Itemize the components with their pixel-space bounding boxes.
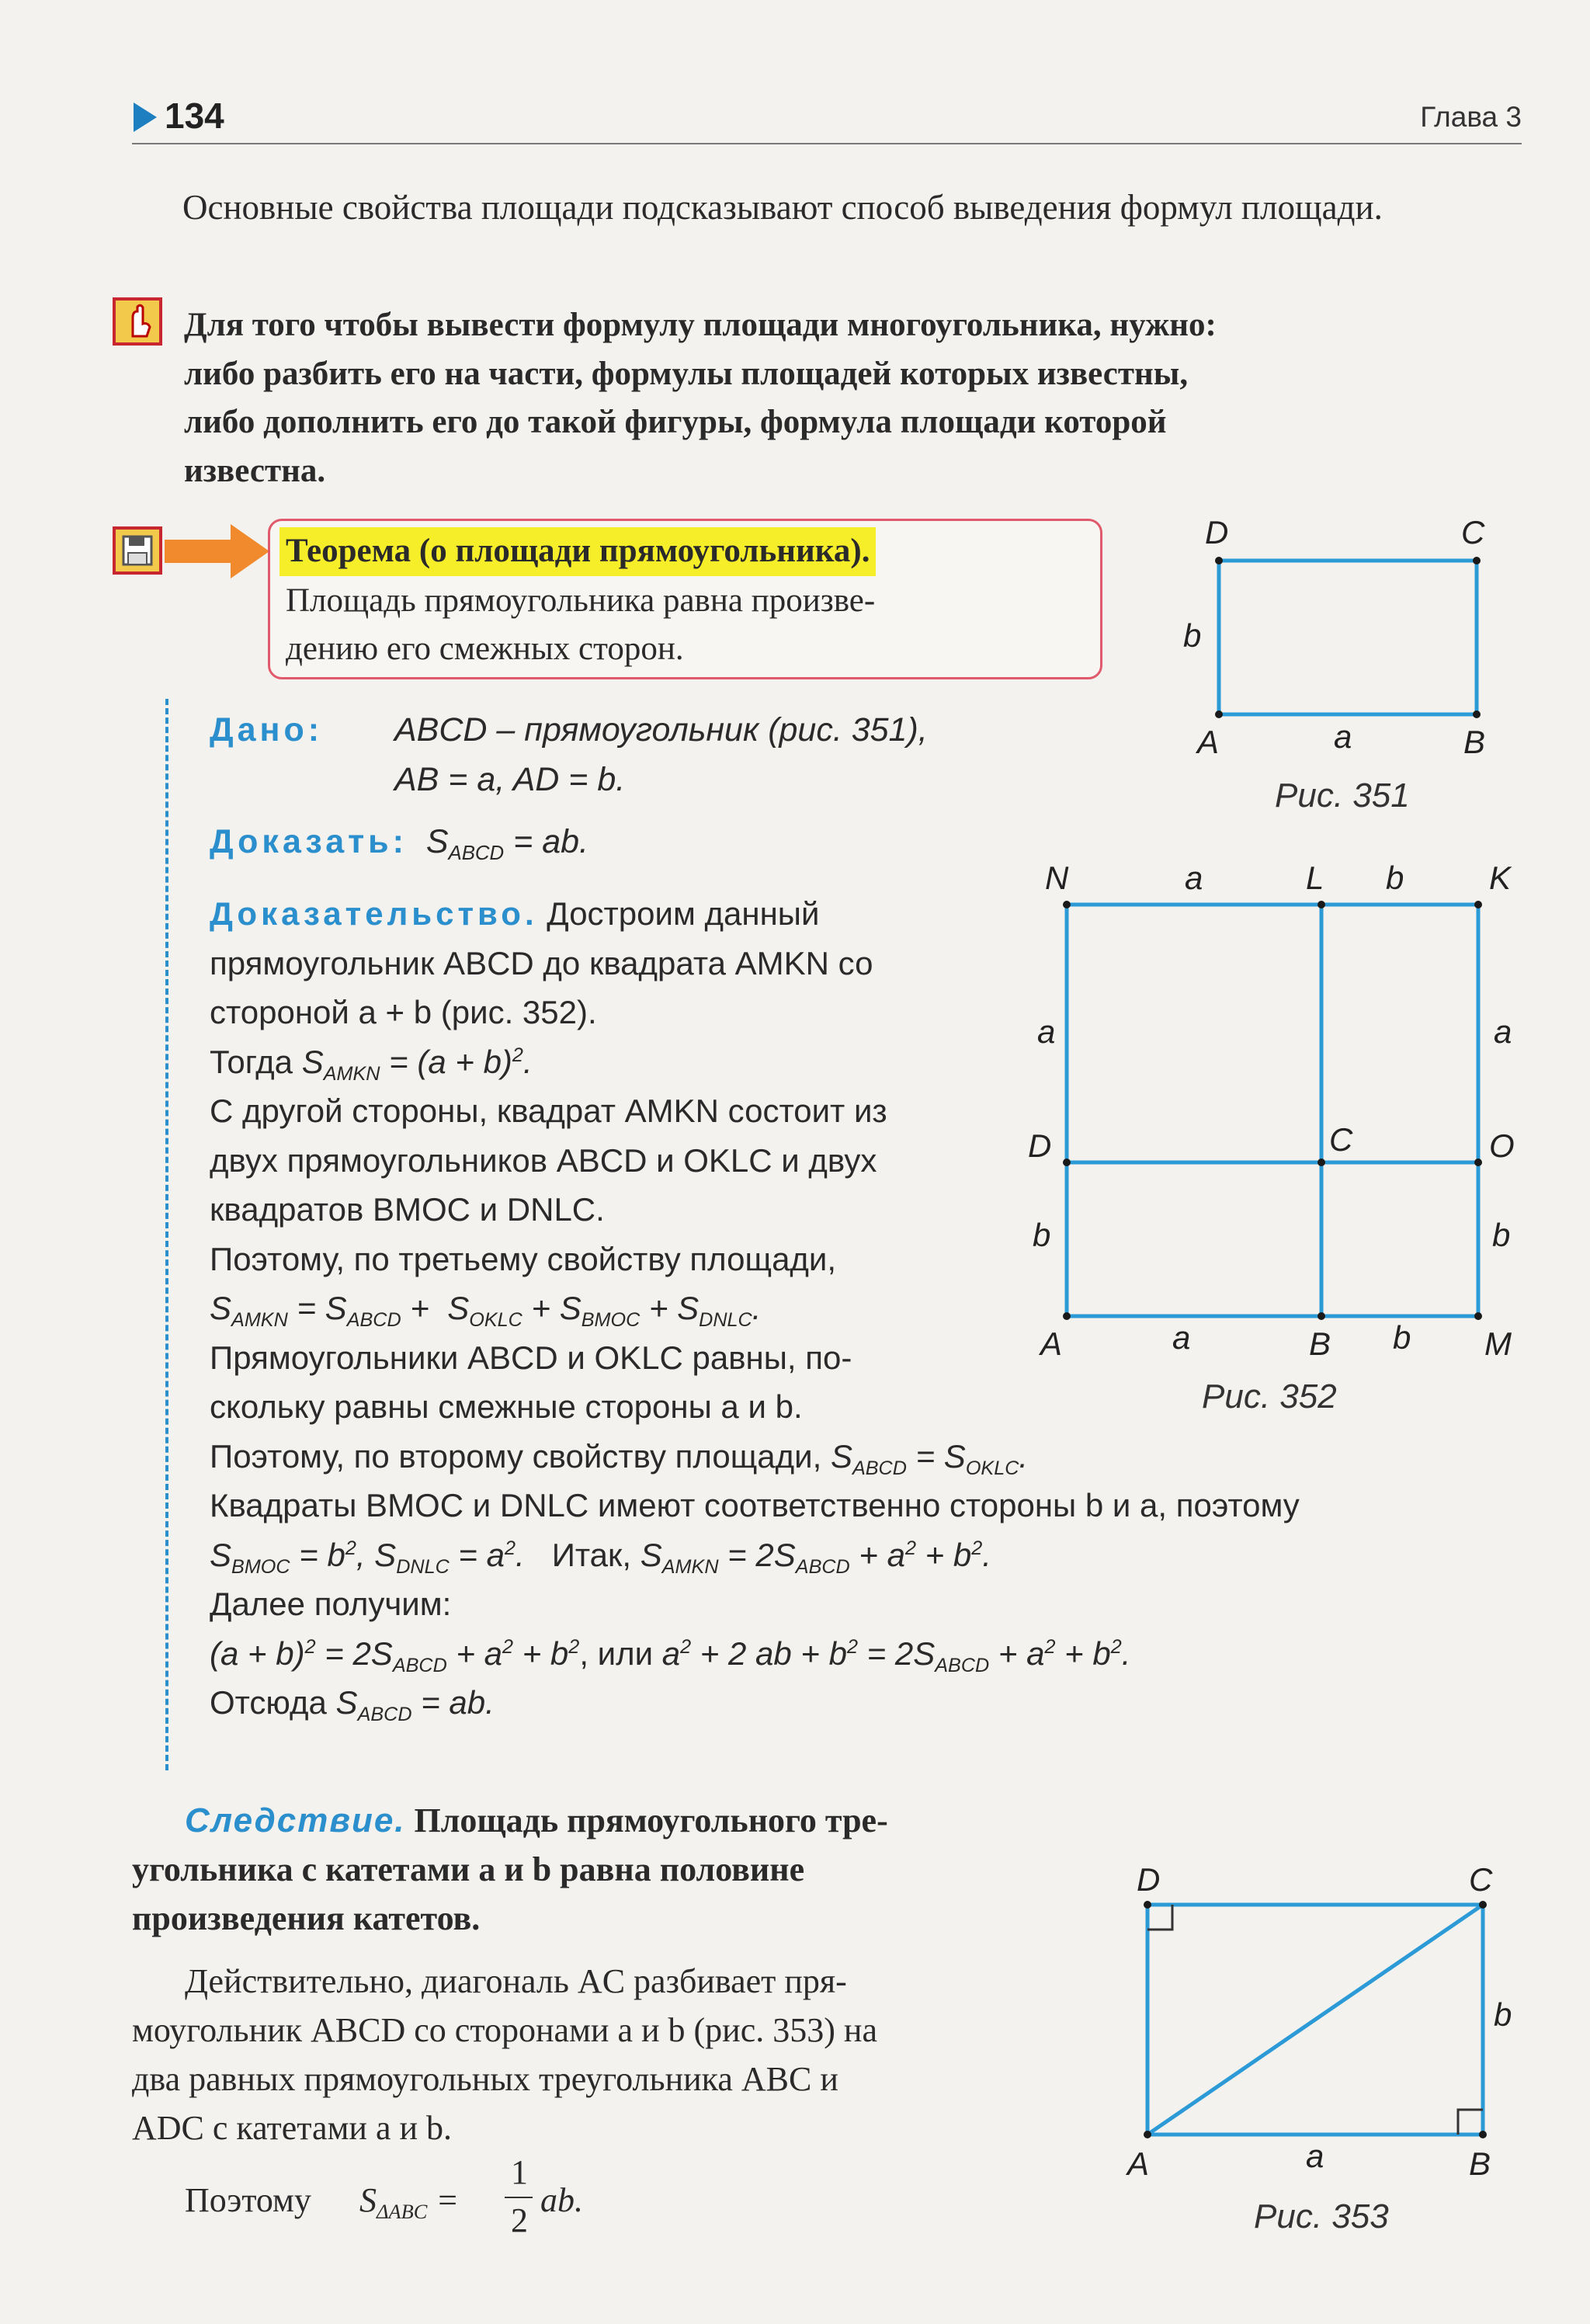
- fig352-label-right-a: a: [1494, 1013, 1512, 1050]
- explanation-line-4: ADC с катетами a и b.: [132, 2109, 453, 2147]
- rule-line-3: либо дополнить его до такой фигуры, формула площади которой: [184, 404, 1167, 440]
- fig352-label-N: N: [1045, 860, 1069, 896]
- chapter-label: Глава 3: [1420, 101, 1522, 133]
- explanation-line-3: два равных прямоугольных треугольника ABC и: [132, 2060, 838, 2098]
- fig353-caption: Рис. 353: [1254, 2197, 1389, 2235]
- page-number: 134: [165, 96, 224, 136]
- final-prefix: Поэтому: [185, 2181, 311, 2219]
- proof-line-2: прямоугольник ABCD до квадрата AMKN со: [210, 944, 873, 981]
- proof-line-1: Достроим данный: [547, 895, 820, 932]
- rule-line-2: либо разбить его на части, формулы площадей которых известны,: [184, 355, 1189, 392]
- proof-line-12: Поэтому, по второму свойству площади, $S_{ABCD} = S_{OKLC}$.: [210, 1437, 1029, 1479]
- fraction-numerator: 1: [511, 2153, 528, 2191]
- prove-formula: $S_{ABCD}$ = ab.: [416, 823, 588, 865]
- corollary-block: [132, 1796, 1087, 1943]
- fig353-label-B: B: [1469, 2145, 1491, 2182]
- proof-line-11: скольку равны смежные стороны a и b.: [210, 1388, 803, 1425]
- fig351-rect: [1219, 561, 1477, 714]
- proof-line-7: квадратов BMOC и DNLC.: [210, 1191, 605, 1228]
- fig353-label-b: b: [1494, 1996, 1512, 2033]
- fig352-label-B: B: [1309, 1325, 1331, 1362]
- fig352-label-top-a: a: [1185, 860, 1203, 896]
- hand-icon: [113, 297, 162, 346]
- fig352-label-left-b: b: [1033, 1217, 1051, 1253]
- fig351-label-A: A: [1197, 724, 1220, 760]
- theorem-box: [268, 519, 1102, 679]
- fig352-label-O: O: [1489, 1127, 1515, 1164]
- theorem-title: Теорема (о площади прямоугольника).: [279, 527, 876, 576]
- prove-label: Доказать:: [210, 823, 408, 860]
- fig352-label-top-b: b: [1386, 860, 1404, 896]
- fig352-label-left-a: a: [1037, 1013, 1056, 1050]
- proof-margin-line: [165, 699, 168, 1770]
- rule-line-4: известна.: [184, 452, 326, 489]
- proof-line-14: $S_{BMOC} = b^2$, $S_{DNLC} = a^2$. Итак, $S_{AMKN} = 2S_{ABCD} + a^2 + b^2$.: [210, 1536, 991, 1578]
- fig352-label-K: K: [1489, 860, 1512, 896]
- proof-line-17: Отсюда $S_{ABCD}$ = ab.: [210, 1684, 495, 1725]
- save-icon: [113, 526, 162, 575]
- fraction-denominator: 2: [511, 2201, 528, 2239]
- proof-line-13: Квадраты BMOC и DNLC имеют соответственно стороны b и a, поэтому: [210, 1487, 1300, 1523]
- fig352-label-bottom-a: a: [1172, 1319, 1191, 1356]
- fig353-label-C: C: [1469, 1861, 1493, 1898]
- corollary-line-2: угольника с катетами a и b равна половине: [132, 1850, 805, 1888]
- given-line-2: AB = a, AD = b.: [394, 761, 626, 798]
- theorem-line-1: Площадь прямоугольника равна произве-: [286, 582, 876, 619]
- theorem-arrow-icon: [165, 524, 269, 578]
- corollary-label: Следствие.: [185, 1801, 406, 1839]
- theorem-line-2: дению его смежных сторон.: [286, 631, 684, 667]
- proof-line-4: Тогда $S_{AMKN} = (a + b)^2$.: [210, 1043, 533, 1085]
- fig352-label-D: D: [1028, 1127, 1052, 1164]
- fig352-label-L: L: [1306, 860, 1324, 896]
- fig352-label-bottom-b: b: [1393, 1319, 1411, 1356]
- proof-line-8: Поэтому, по третьему свойству площади,: [210, 1240, 837, 1277]
- proof-line-9: $S_{AMKN} = S_{ABCD} + S_{OKLC} + S_{BMOC} + S_{DNLC}$.: [210, 1290, 762, 1331]
- prove-block: [210, 817, 588, 867]
- fig351-label-C: C: [1461, 514, 1485, 551]
- fig353-label-A: A: [1127, 2145, 1150, 2182]
- fig351-caption: Рис. 351: [1275, 776, 1410, 815]
- proof-line-5: С другой стороны, квадрат AMKN состоит из: [210, 1093, 887, 1129]
- proof-line-16: $(a + b)^2 = 2S_{ABCD} + a^2 + b^2$, или $a^2 + 2$ ab + $b^2 = 2S_{ABCD} + a^2 + b^2$.: [210, 1634, 1131, 1676]
- fig352-caption: Рис. 352: [1202, 1377, 1337, 1416]
- rule-line-1: Для того чтобы вывести формулу площади многоугольника, нужно:: [184, 307, 1217, 343]
- figure-353: [1110, 1860, 1529, 2186]
- fig351-label-D: D: [1205, 514, 1229, 551]
- explanation-line-2: моугольник ABCD со сторонами a и b (рис. 353) на: [132, 2011, 877, 2049]
- fig353-label-D: D: [1137, 1861, 1161, 1898]
- fig353-label-a: a: [1306, 2138, 1324, 2174]
- fig352-label-A: A: [1040, 1325, 1063, 1362]
- intro-paragraph: Основные свойства площади подсказывают способ выведения формул площади.: [182, 188, 1383, 227]
- rule-paragraph: [184, 301, 1527, 495]
- figure-352: [1017, 850, 1537, 1394]
- proof-line-3: стороной a + b (рис. 352).: [210, 994, 597, 1030]
- fig351-label-B: B: [1463, 724, 1486, 760]
- fig351-label-a: a: [1334, 718, 1352, 755]
- proof-line-15: Далее получим:: [210, 1586, 452, 1622]
- corollary-line-3: произведения катетов.: [132, 1899, 481, 1937]
- explanation-line-1: Действительно, диагональ AC разбивает пря-: [185, 1962, 847, 2000]
- final-formula: Поэтому $S_{\Delta ABC}$ = 1 2 ab.: [185, 2153, 583, 2239]
- corollary-line-1: Площадь прямоугольного тре-: [414, 1801, 888, 1839]
- proof-label: Доказательство.: [210, 895, 538, 932]
- proof-line-10: Прямоугольники ABCD и OKLC равны, по-: [210, 1339, 852, 1376]
- page-header: [132, 95, 1522, 144]
- page-arrow-icon: [134, 102, 157, 132]
- fig352-label-M: M: [1484, 1325, 1512, 1362]
- proof-line-6: двух прямоугольников ABCD и OKLC и двух: [210, 1141, 877, 1179]
- given-label: Дано:: [210, 711, 324, 749]
- given-line-1: ABCD – прямоугольник (рис. 351),: [394, 711, 928, 749]
- fig352-label-C: C: [1329, 1121, 1353, 1158]
- fig351-label-b: b: [1183, 617, 1202, 654]
- fig352-label-right-b: b: [1492, 1217, 1511, 1253]
- explanation-block: [132, 1957, 1087, 2152]
